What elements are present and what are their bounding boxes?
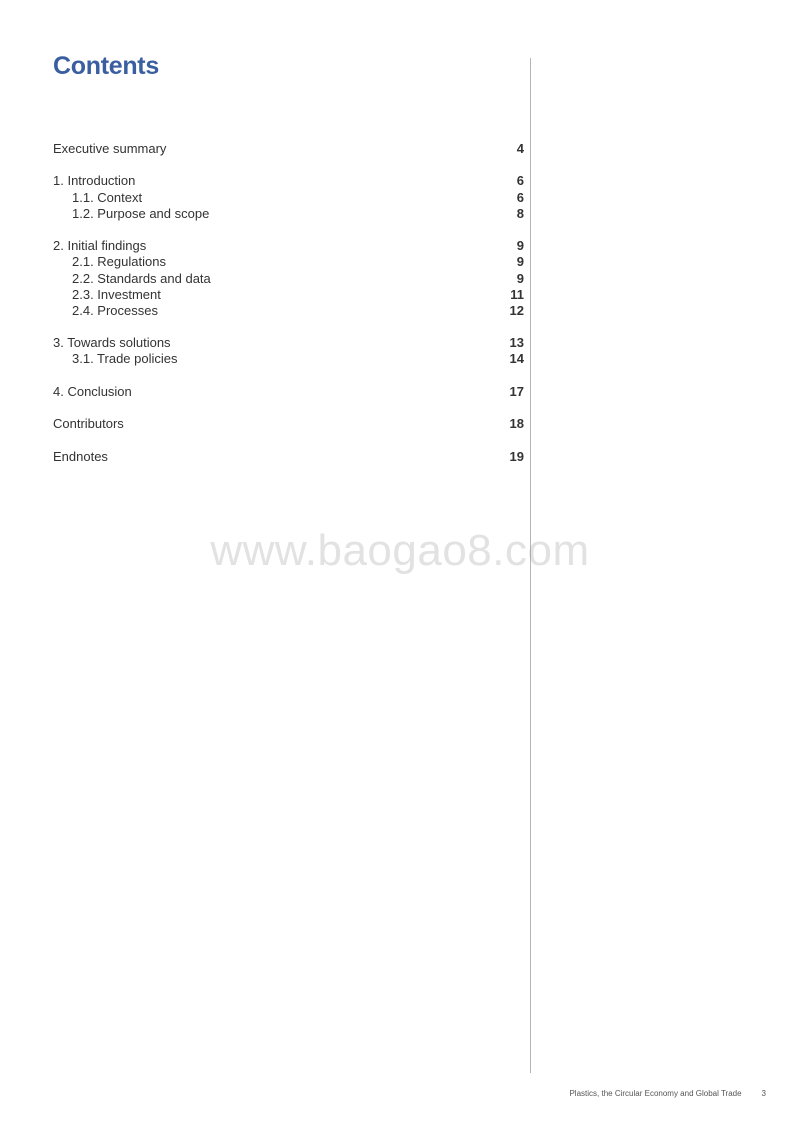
toc-entry-label: 2. Initial findings [53,238,147,254]
toc-entry-page: 17 [509,383,524,399]
toc-entry-purpose-and-scope[interactable] [53,206,524,222]
toc-entry-label: 2.4. Processes [72,302,158,318]
page-footer [569,1089,766,1098]
toc-entry-label: 1. Introduction [53,173,136,189]
toc-entry-contributors[interactable] [53,416,524,432]
toc-entry-conclusion[interactable] [53,384,524,400]
toc-entry-label: 3.1. Trade policies [72,351,178,367]
toc-entry-introduction[interactable] [53,173,524,189]
toc-entry-label: 2.1. Regulations [72,254,166,270]
toc-entry-regulations[interactable] [53,254,524,270]
toc-entry-page: 8 [516,205,524,221]
toc-entry-initial-findings[interactable] [53,238,524,254]
toc-entry-standards-and-data[interactable] [53,271,524,287]
toc-entry-page: 13 [509,335,524,351]
toc-entry-executive-summary[interactable] [53,141,524,157]
toc-entry-context[interactable] [53,190,524,206]
toc-entry-page: 14 [509,351,524,367]
toc-entry-page: 6 [516,173,524,189]
toc-entry-label: Executive summary [53,141,167,156]
toc-entry-label: 4. Conclusion [53,383,132,399]
toc-entry-label: Contributors [53,416,124,432]
page-title: Contents [53,52,159,80]
toc-entry-label: 2.3. Investment [72,286,161,302]
toc-entry-page: 6 [516,189,524,205]
toc-entry-trade-policies[interactable] [53,351,524,367]
watermark: www.baogao8.com [210,526,590,575]
toc-entry-towards-solutions[interactable] [53,335,524,351]
footer-page-number: 3 [761,1089,766,1098]
toc-entry-label: 1.2. Purpose and scope [72,205,210,221]
table-of-contents [53,141,524,465]
toc-entry-page: 9 [516,254,524,270]
toc-entry-processes[interactable] [53,303,524,319]
toc-entry-label: 1.1. Context [72,189,143,205]
toc-entry-page: 9 [516,270,524,286]
toc-entry-endnotes[interactable] [53,449,524,465]
footer-document-title: Plastics, the Circular Economy and Global Trade [569,1089,742,1098]
toc-entry-investment[interactable] [53,287,524,303]
toc-entry-page: 9 [516,238,524,254]
toc-entry-page: 12 [509,302,524,318]
toc-entry-page: 4 [516,141,524,156]
toc-entry-page: 11 [510,286,524,302]
toc-entry-label: 3. Towards solutions [53,335,171,351]
toc-entry-page: 19 [509,448,524,464]
toc-entry-page: 18 [509,416,524,432]
toc-entry-label: 2.2. Standards and data [72,270,211,286]
toc-entry-label: Endnotes [53,448,108,464]
